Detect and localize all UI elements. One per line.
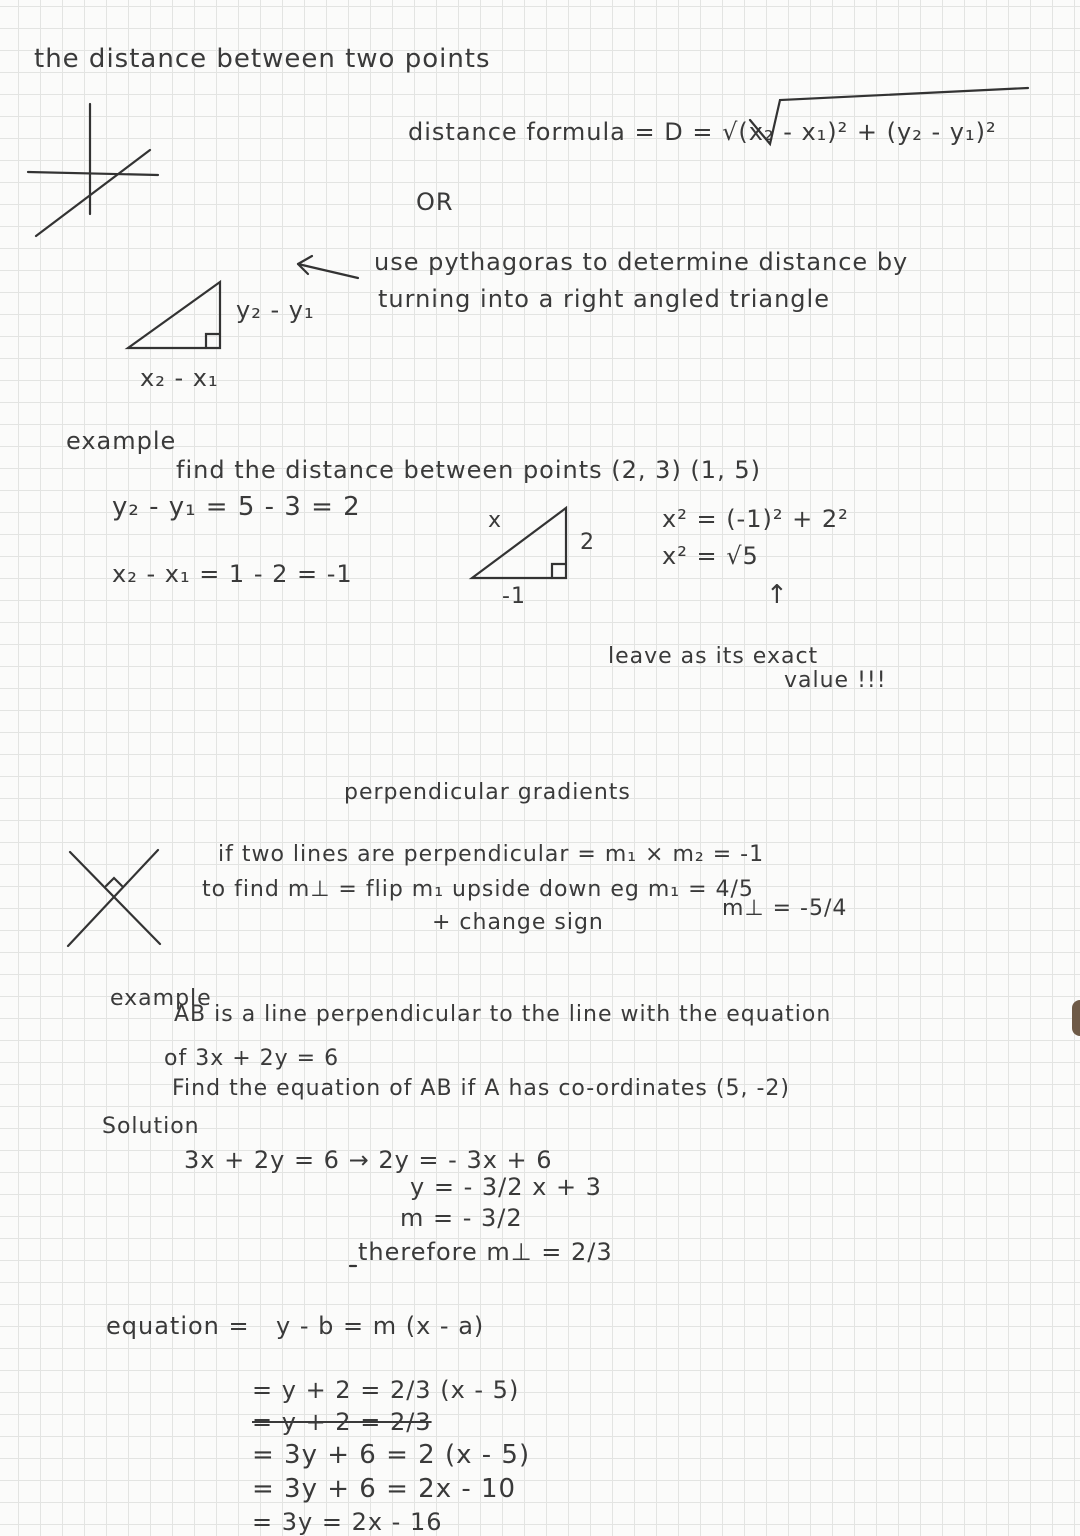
- perp-rule: if two lines are perpendicular = m₁ × m₂ = -1: [218, 842, 765, 867]
- distance-formula: distance formula = D = √(x₂ - x₁)² + (y₂ - y₁)²: [408, 118, 997, 146]
- pythagoras-note-line1: use pythagoras to determine distance by: [374, 248, 909, 276]
- right-triangle-icon: [128, 282, 220, 348]
- equation-step5: = 3y = 2x - 16: [252, 1508, 443, 1536]
- example1-note-line2: value !!!: [784, 668, 887, 693]
- up-arrow-icon: ↑: [766, 580, 789, 610]
- distance-title: the distance between two points: [34, 44, 491, 74]
- perp-find: to find m⊥ = flip m₁ upside down eg m₁ = 4/5: [202, 877, 754, 902]
- solution-step3: m = - 3/2: [400, 1204, 523, 1232]
- equation-step1: = y + 2 = 2/3 (x - 5): [252, 1376, 520, 1404]
- or-label: OR: [416, 188, 454, 216]
- arrow-icon: [298, 256, 358, 278]
- example1-dx: x₂ - x₁ = 1 - 2 = -1: [112, 560, 353, 588]
- triangle-horizontal-label: x₂ - x₁: [140, 364, 219, 392]
- example1-note-line1: leave as its exact: [608, 644, 819, 669]
- pythagoras-note-line2: turning into a right angled triangle: [378, 285, 830, 313]
- solution-step2: y = - 3/2 x + 3: [410, 1173, 602, 1201]
- example1-triangle-hyp: x: [488, 508, 503, 533]
- example1-question: find the distance between points (2, 3) (1, 5): [176, 456, 761, 484]
- solution-label: Solution: [102, 1114, 200, 1139]
- equation-general: y - b = m (x - a): [276, 1312, 485, 1340]
- example1-dy: y₂ - y₁ = 5 - 3 = 2: [112, 492, 361, 522]
- perp-title: perpendicular gradients: [344, 780, 631, 805]
- example1-triangle-base: -1: [502, 584, 526, 609]
- equation-step4: = 3y + 6 = 2x - 10: [252, 1474, 517, 1504]
- example2-q3: Find the equation of AB if A has co-ordinates (5, -2): [172, 1076, 790, 1101]
- page-edge-tab: [1072, 1000, 1080, 1036]
- example2-q1: AB is a line perpendicular to the line with the equation: [174, 1002, 832, 1027]
- triangle-vertical-label: y₂ - y₁: [236, 296, 315, 324]
- solution-step1: 3x + 2y = 6 → 2y = - 3x + 6: [184, 1146, 553, 1174]
- solution-step4: therefore m⊥ = 2/3: [358, 1238, 613, 1266]
- axes-sketch-icon: [28, 104, 158, 236]
- example2-label: example: [110, 986, 212, 1011]
- example1-calc2: x² = √5: [662, 542, 759, 570]
- perpendicular-lines-icon: [68, 850, 160, 946]
- equation-step3: = 3y + 6 = 2 (x - 5): [252, 1440, 531, 1470]
- example1-triangle-side: 2: [580, 530, 595, 555]
- example1-label: example: [66, 427, 177, 455]
- equation-step2-crossed: = y + 2 = 2/3: [252, 1408, 432, 1436]
- example2-q2: of 3x + 2y = 6: [164, 1046, 340, 1071]
- example-triangle-icon: [472, 508, 566, 578]
- example1-calc1: x² = (-1)² + 2²: [662, 505, 849, 533]
- perp-change-sign: + change sign: [432, 910, 604, 935]
- perp-example-result: m⊥ = -5/4: [722, 896, 848, 921]
- equation-label: equation =: [106, 1312, 250, 1340]
